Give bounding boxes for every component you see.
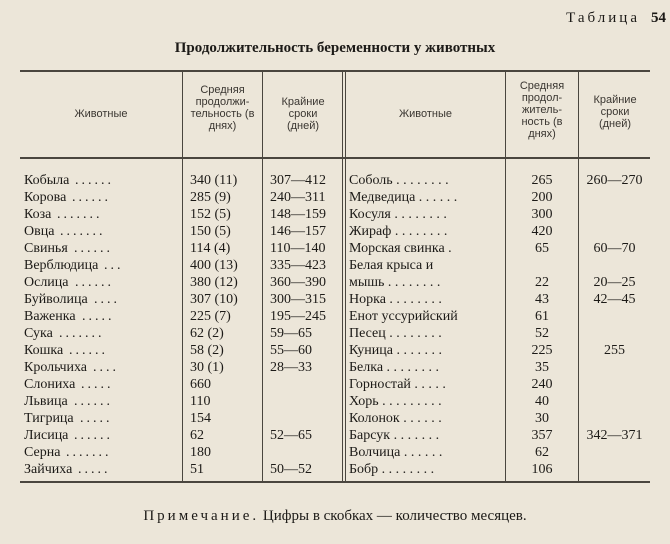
left-leader-dots: .... [94, 292, 120, 307]
column-header-range-right: Крайние сроки (дней) [593, 94, 637, 130]
left-range-days: 110—140 [270, 241, 326, 256]
right-average-days: 420 [531, 224, 553, 239]
left-leader-dots: ....... [66, 445, 112, 460]
table-row [0, 342, 670, 359]
left-range-days: 59—65 [270, 326, 312, 341]
left-average-days: 225 (7) [190, 309, 231, 324]
left-leader-dots: ...... [75, 173, 114, 188]
table-row [0, 291, 670, 308]
right-average-days: 200 [531, 190, 553, 205]
left-average-days: 380 (12) [190, 275, 238, 290]
table-row [0, 189, 670, 206]
right-animal-name: Колонок . . . . . . [349, 411, 442, 426]
left-average-days: 152 (5) [190, 207, 231, 222]
left-average-days: 58 (2) [190, 343, 224, 358]
left-average-days: 110 [190, 394, 211, 409]
left-animal-name: Серна [24, 445, 61, 460]
column-header-average-right: Средняя продол-житель-ность (в днях) [519, 80, 565, 140]
table-row [0, 410, 670, 427]
left-range-days: 50—52 [270, 462, 312, 477]
table-body [0, 172, 670, 478]
left-leader-dots: ...... [69, 343, 108, 358]
right-average-days: 106 [531, 462, 553, 477]
left-animal-name: Ослица [24, 275, 69, 290]
left-range-days: 55—60 [270, 343, 312, 358]
table-row [0, 427, 670, 444]
left-animal-name: Сука [24, 326, 53, 341]
left-leader-dots: ...... [74, 394, 113, 409]
left-animal-name: Лисица [24, 428, 69, 443]
right-animal-name: Горностай . . . . . [349, 377, 446, 392]
table-row [0, 359, 670, 376]
right-average-days: 35 [535, 360, 549, 375]
right-range-days: 42—45 [593, 292, 636, 307]
table-row [0, 393, 670, 410]
right-range-days: 60—70 [593, 241, 636, 256]
right-animal-name: Медведица . . . . . . [349, 190, 458, 205]
right-animal-name: Косуля . . . . . . . . [349, 207, 447, 222]
right-average-days: 65 [535, 241, 549, 256]
right-animal-name: Жираф . . . . . . . . [349, 224, 448, 239]
column-header-average-left: Средняя продолжи-тельность (в днях) [190, 84, 255, 132]
left-animal-name: Буйволица [24, 292, 88, 307]
table-row [0, 461, 670, 478]
table-row [0, 257, 670, 274]
table-row [0, 444, 670, 461]
left-range-days: 300—315 [270, 292, 326, 307]
left-animal-name: Овца [24, 224, 55, 239]
right-average-days: 30 [535, 411, 549, 426]
right-range-days: 255 [604, 343, 625, 358]
left-animal-name: Зайчиха [24, 462, 73, 477]
left-range-days: 360—390 [270, 275, 326, 290]
right-average-days: 265 [531, 173, 553, 188]
left-leader-dots: ....... [57, 207, 103, 222]
left-average-days: 62 [190, 428, 204, 443]
left-average-days: 150 (5) [190, 224, 231, 239]
left-average-days: 51 [190, 462, 204, 477]
right-animal-name: Песец . . . . . . . . [349, 326, 442, 341]
table-note [0, 508, 670, 525]
left-animal-name: Слониха [24, 377, 76, 392]
right-animal-name: Морская свинка . [349, 241, 452, 256]
right-animal-name: Куница . . . . . . . [349, 343, 442, 358]
note-label: Примечание. [143, 508, 260, 524]
right-animal-name: Норка . . . . . . . . [349, 292, 442, 307]
right-average-days: 240 [531, 377, 553, 392]
right-animal-name: Соболь . . . . . . . . [349, 173, 449, 188]
right-average-days: 225 [531, 343, 553, 358]
right-animal-name: Хорь . . . . . . . . . [349, 394, 442, 409]
column-header-animals-right: Животные [398, 108, 453, 120]
table-label: Таблица [566, 10, 640, 26]
right-average-days: 22 [535, 275, 549, 290]
table-row [0, 240, 670, 257]
table-row [0, 308, 670, 325]
column-header-animals-left: Животные [74, 108, 128, 120]
left-average-days: 180 [190, 445, 211, 460]
right-animal-name: Бобр . . . . . . . . [349, 462, 435, 477]
right-range-days: 260—270 [586, 173, 643, 188]
left-average-days: 114 (4) [190, 241, 231, 256]
column-header-range-left: Крайние сроки (дней) [281, 96, 325, 132]
left-leader-dots: .... [93, 360, 119, 375]
left-animal-name: Тигрица [24, 411, 74, 426]
left-range-days: 195—245 [270, 309, 326, 324]
left-range-days: 28—33 [270, 360, 312, 375]
left-average-days: 660 [190, 377, 211, 392]
table-row [0, 206, 670, 223]
left-average-days: 30 (1) [190, 360, 224, 375]
right-average-days: 43 [535, 292, 549, 307]
table-row [0, 172, 670, 189]
left-animal-name: Корова [24, 190, 67, 205]
right-range-days: 342—371 [586, 428, 643, 443]
left-leader-dots: ... [104, 258, 124, 273]
page-number: 54 [651, 10, 666, 26]
right-average-days: 61 [535, 309, 549, 324]
right-animal-name: Белка . . . . . . . . [349, 360, 440, 375]
table-title: Продолжительность беременности у животных [174, 40, 496, 56]
left-leader-dots: ....... [60, 224, 106, 239]
left-range-days: 148—159 [270, 207, 326, 222]
left-animal-name: Верблюдица [24, 258, 99, 273]
left-leader-dots: ..... [80, 411, 113, 426]
left-animal-name: Крольчиха [24, 360, 88, 375]
table-row [0, 376, 670, 393]
table-row [0, 325, 670, 342]
left-animal-name: Львица [24, 394, 68, 409]
note-text: Цифры в скобках — количество месяцев. [262, 508, 527, 524]
left-animal-name: Важенка [24, 309, 76, 324]
right-animal-name: мышь . . . . . . . . [349, 275, 441, 290]
table-row [0, 274, 670, 291]
left-leader-dots: ..... [81, 377, 114, 392]
left-average-days: 400 (13) [190, 258, 238, 273]
right-average-days: 62 [535, 445, 549, 460]
left-average-days: 307 (10) [190, 292, 238, 307]
table-top-rule [20, 70, 650, 72]
right-animal-name: Барсук . . . . . . . [349, 428, 440, 443]
left-range-days: 52—65 [270, 428, 312, 443]
right-range-days: 20—25 [593, 275, 636, 290]
left-range-days: 146—157 [270, 224, 326, 239]
left-average-days: 340 (11) [190, 173, 238, 188]
right-average-days: 40 [535, 394, 549, 409]
left-leader-dots: ..... [78, 462, 111, 477]
left-range-days: 335—423 [270, 258, 326, 273]
right-average-days: 300 [531, 207, 553, 222]
left-animal-name: Свинья [24, 241, 68, 256]
left-animal-name: Кобыла [24, 173, 70, 188]
table-header-rule [20, 157, 650, 159]
left-average-days: 62 (2) [190, 326, 224, 341]
left-range-days: 307—412 [270, 173, 326, 188]
left-leader-dots: ...... [74, 241, 113, 256]
left-leader-dots: ...... [75, 275, 114, 290]
right-average-days: 357 [531, 428, 553, 443]
table-row [0, 223, 670, 240]
right-animal-name: Белая крыса и [349, 258, 434, 273]
left-average-days: 285 (9) [190, 190, 231, 205]
left-leader-dots: ....... [59, 326, 105, 341]
left-range-days: 240—311 [270, 190, 326, 205]
left-average-days: 154 [190, 411, 211, 426]
left-animal-name: Коза [24, 207, 52, 222]
right-animal-name: Волчица . . . . . . [349, 445, 443, 460]
left-leader-dots: ...... [74, 428, 113, 443]
left-leader-dots: ..... [82, 309, 115, 324]
left-leader-dots: ...... [72, 190, 111, 205]
left-animal-name: Кошка [24, 343, 64, 358]
right-animal-name: Енот уссурийский [349, 309, 458, 324]
right-average-days: 52 [535, 326, 549, 341]
table-bottom-rule [20, 481, 650, 483]
